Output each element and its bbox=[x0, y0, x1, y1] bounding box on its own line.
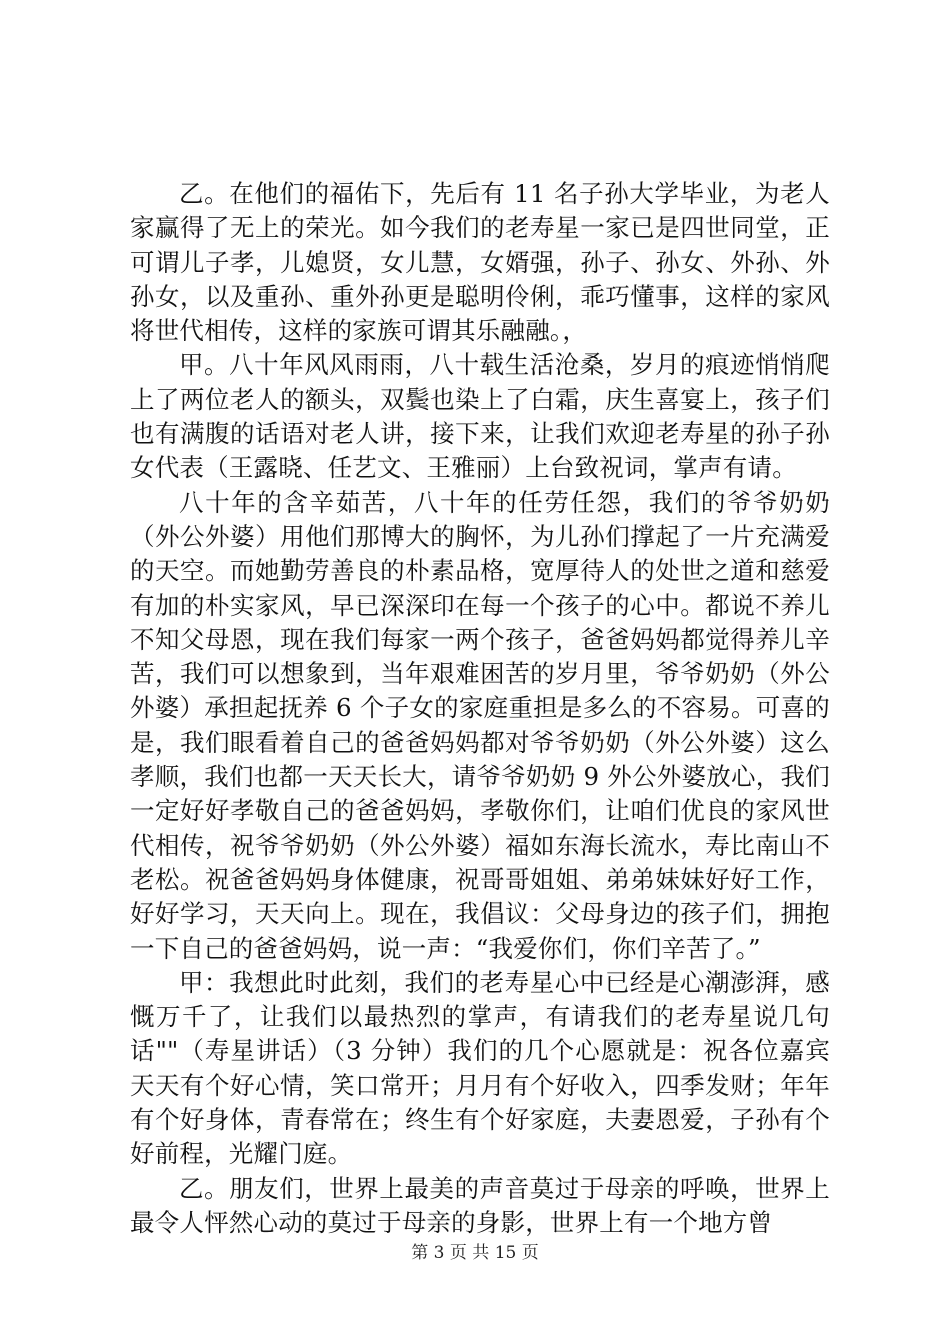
document-body bbox=[130, 177, 830, 1240]
paragraph-yi-mother: 乙。朋友们，世界上最美的声音莫过于母亲的呼唤，世界上最令人怦然心动的莫过于母亲的身影，世界上有一个地方曾 bbox=[130, 1173, 830, 1237]
page-number-footer: 第 3 页 共 15 页 bbox=[411, 1243, 539, 1263]
paragraph-jia-introduction: 甲。八十年风风雨雨，八十载生活沧桑，岁月的痕迹悄悄爬上了两位老人的额头，双鬓也染上了白霜，庆生喜宴上，孩子们也有满腹的话语对老人讲，接下来，让我们欢迎老寿星的孙子孙女代表（王露晓、任艺文、王雅丽）上台致祝词，掌声有请。 bbox=[130, 350, 830, 483]
paragraph-yi-blessing: 乙。在他们的福佑下，先后有 11 名子孙大学毕业，为老人家赢得了无上的荣光。如今我们的老寿星一家已是四世同堂，正可谓儿子孝，儿媳贤，女儿慧，女婿强，孙子、孙女、外孙、外孙女，以及重孙、重外孙更是聪明伶俐，乖巧懂事，这样的家风将世代相传，这样的家族可谓其乐融融。， bbox=[130, 179, 830, 346]
paragraph-grandchildren-speech: 八十年的含辛茹苦，八十年的任劳任怨，我们的爷爷奶奶（外公外婆）用他们那博大的胸怀，为儿孙们撑起了一片充满爱的天空。而她勤劳善良的朴素品格，宽厚待人的处世之道和慈爱有加的朴实家风，早已深深印在每一个孩子的心中。都说不养儿不知父母恩，现在我们每家一两个孩子，爸爸妈妈都觉得养儿辛苦，我们可以想象到，当年艰难困苦的岁月里，爷爷奶奶（外公外婆）承担起抚养 6 个子女的家庭重担是多么的不容易。可喜的是，我们眼看着自己的爸爸妈妈都对爷爷奶奶（外公外婆）这么孝顺，我们也都一天天长大，请爷爷奶奶 9 外公外婆放心，我们一定好好孝敬自己的爸爸妈妈，孝敬你们，让咱们优良的家风世代相传，祝爷爷奶奶（外公外婆）福如东海长流水，寿比南山不老松。祝爸爸妈妈身体健康，祝哥哥姐姐、弟弟妹妹好好工作，好好学习，天天向上。现在，我倡议：父母身边的孩子们，拥抱一下自己的爸爸妈妈，说一声：“我爱你们，你们辛苦了。” bbox=[130, 487, 830, 963]
paragraph-jia-wishes: 甲：我想此时此刻，我们的老寿星心中已经是心潮澎湃，感慨万千了，让我们以最热烈的掌声，有请我们的老寿星说几句话""（寿星讲话）（3 分钟）我们的几个心愿就是：祝各位嘉宾天天有个好心情，笑口常开；月月有个好收入，四季发财；年年有个好身体，青春常在；终生有个好家庭，夫妻恩爱，子孙有个好前程，光耀门庭。 bbox=[130, 967, 830, 1169]
